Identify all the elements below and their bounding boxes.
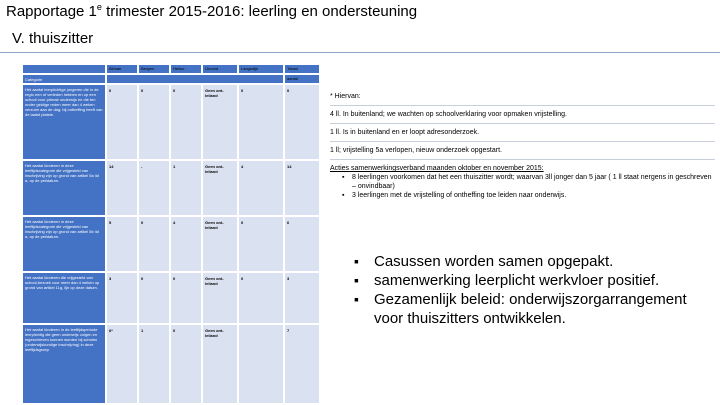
table-cell: 5 xyxy=(106,216,138,272)
table-cell: Geen ont-leiland xyxy=(202,324,238,404)
summary-bullet: ▪ samenwerking leerplicht werkvloer positief. xyxy=(354,271,704,290)
table-cell: 1 xyxy=(170,160,202,216)
notes-divider xyxy=(330,105,715,106)
table-cell: 1 xyxy=(138,324,170,404)
table-cell: Geen ont-leiland xyxy=(202,216,238,272)
table-cell: 0 xyxy=(238,216,284,272)
thuiszitter-table xyxy=(22,64,322,404)
table-cell: 3 xyxy=(284,272,320,324)
table-cell: - xyxy=(138,160,170,216)
table-cell: 0 xyxy=(238,84,284,160)
col-header: Totaal xyxy=(284,64,320,74)
table-cell: 14 xyxy=(284,160,320,216)
notes-line: 1 ll. Is in buitenland en er loopt adresonderzoek. xyxy=(330,129,480,136)
row-label: Het aantal leerplichtige jongeren die in de regio een of verleden hebben en op een school voor primair onderwijs en die ten onder geldige reden meer dan 4 weken verzuim aan de dag; bij ontheffing heeft van de laatst platste. xyxy=(22,84,106,160)
notes-divider xyxy=(330,141,715,142)
col-header: Heiloo xyxy=(170,64,202,74)
table-cell: 3 xyxy=(106,272,138,324)
row-label: Het aantal kinderen in deze leeftijdscategorie die vrijgesteld van inschrijving zijn op grond van artikel 5b lid a, op de peildatum. xyxy=(22,216,106,272)
col-header: IJmond xyxy=(202,64,238,74)
notes-line: 1 ll; vrijstelling 5a verlopen, nieuw onderzoek opgestart. xyxy=(330,147,502,154)
table-cell: 0 xyxy=(170,324,202,404)
row-label: Het aantal kinderen in deze leeftijdscategorie die vrijgesteld van inschrijving zijn op grond van artikel 5a lid a, op de peildatum. xyxy=(22,160,106,216)
table-cell: 0 xyxy=(238,272,284,324)
table-cell: 4 xyxy=(170,216,202,272)
table-cell: Geen ont-leiland xyxy=(202,272,238,324)
acties-list xyxy=(342,173,715,200)
slide-subtitle: V. thuiszitter xyxy=(12,30,94,47)
acties-item: ▪ 8 leerlingen voorkomen dat het een thuiszitter wordt; waarvan 3ll jonger dan 5 jaar ( 1 ll staat nergens in geschreven – onvindbaar) xyxy=(342,173,715,191)
table-cell: Geen ont-leiland xyxy=(202,84,238,160)
table-cell xyxy=(238,324,284,404)
col-header: Bergen xyxy=(138,64,170,74)
category-fill xyxy=(106,74,284,84)
notes-divider xyxy=(330,123,715,124)
table-cell: 0 xyxy=(138,84,170,160)
col-header: Bl/mair xyxy=(106,64,138,74)
table-cell: 0 xyxy=(284,84,320,160)
row-label: Het aantal kinderen die vrijgesteld van school-bezoek voor meer dan 4 weken op grond van artikel 11g, lijn op deze datum. xyxy=(22,272,106,324)
slide-title: Rapportage 1e trimester 2015-2016: leerling en ondersteuning xyxy=(6,2,418,20)
acties-heading: Acties samenwerkingsverband maanden oktober en november 2015: xyxy=(330,165,544,172)
table-cell: 6 xyxy=(284,216,320,272)
acties-item: ▪ 3 leerlingen met de vrijstelling of ontheffing toe leiden naar onderwijs. xyxy=(342,191,715,200)
table-cell: 7 xyxy=(284,324,320,404)
table-cell: 0 xyxy=(170,84,202,160)
summary-bullet: ▪ Casussen worden samen opgepakt. xyxy=(354,252,704,271)
notes-hiervan: * Hiervan: xyxy=(330,93,361,100)
table-cell: 0 xyxy=(170,272,202,324)
table-cell: 0 xyxy=(106,84,138,160)
col-header: Langedijk xyxy=(238,64,284,74)
notes-line: 4 ll. In buitenland; we wachten op schoolverklaring voor opmaken vrijstelling. xyxy=(330,111,567,118)
row-label: Het aantal kinderen in de leeftijdsperiode leerplichtig die geen onderwijs volgen en ingeschreven kunnen worden bij scholen (onderwijskundige inschrijving) in deze leeftijdsgroep. xyxy=(22,324,106,404)
table-cell: 14 xyxy=(106,160,138,216)
header-empty-cell xyxy=(22,64,106,74)
col-subheader: aantal xyxy=(284,74,320,84)
category-label: Categorie xyxy=(22,74,106,84)
notes-panel xyxy=(330,92,715,200)
summary-bullet: ▪ Gezamenlijk beleid: onderwijszorgarrangement voor thuiszitters ontwikkelen. xyxy=(354,290,704,328)
title-divider xyxy=(0,52,720,53)
notes-divider xyxy=(330,159,715,160)
table-cell: 0 xyxy=(138,216,170,272)
summary-bullets xyxy=(354,252,704,328)
table-cell: 6* xyxy=(106,324,138,404)
table-cell: Geen ont-leiland xyxy=(202,160,238,216)
table-cell: 4 xyxy=(238,160,284,216)
table-cell: 0 xyxy=(138,272,170,324)
